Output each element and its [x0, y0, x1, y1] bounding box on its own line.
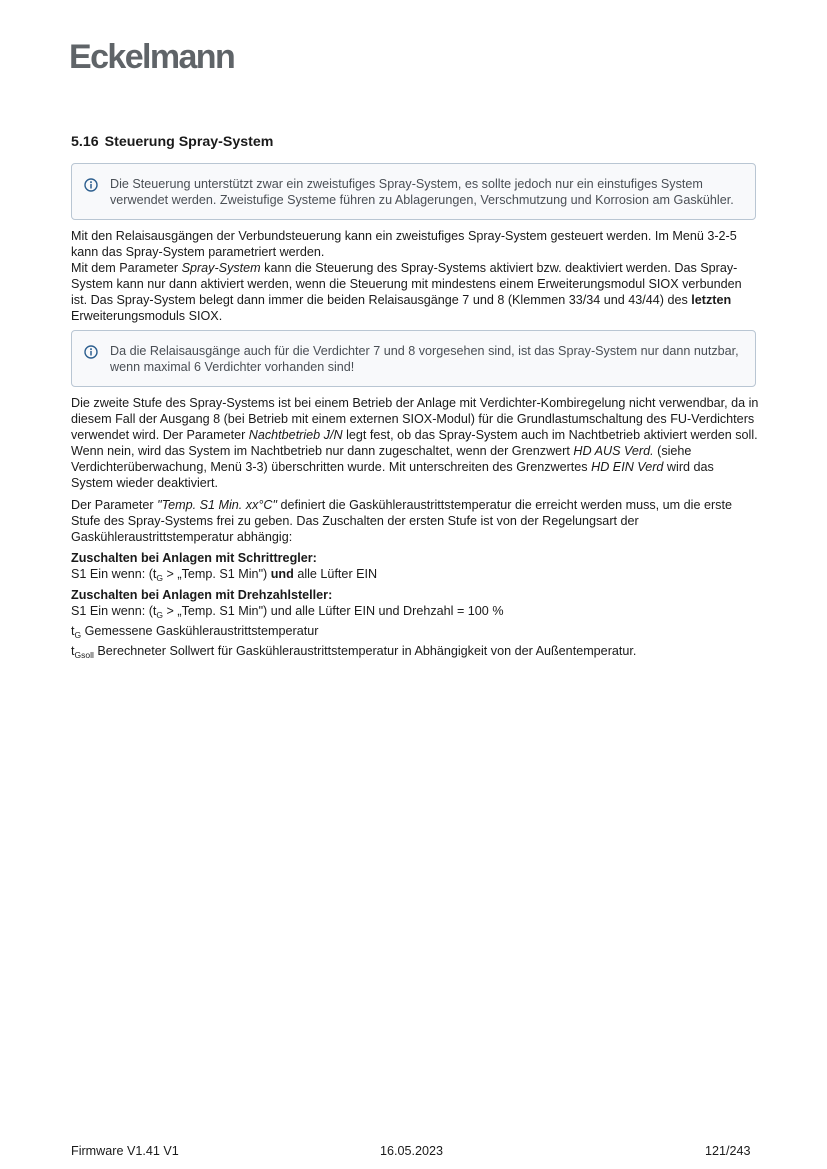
note-text: Da die Relaisausgänge auch für die Verdichter 7 und 8 vorgesehen sind, ist das Spray-System nur dann nutzbar, wenn maximal 6 Verdichter vorhanden sind!: [110, 344, 739, 374]
info-note-compressors: [71, 330, 756, 387]
param-spray-system: Spray-System: [181, 261, 261, 275]
page-content: [71, 133, 759, 659]
eckelmann-logo: Eckelmann: [69, 38, 235, 76]
section-number: 5.16: [71, 134, 99, 150]
section-heading: [71, 133, 759, 151]
block-step-controller: Zuschalten bei Anlagen mit Schrittregler: S1 Ein wenn: ($t_G$ > „Temp. S1 Min") und alle Lüfter EIN: [71, 551, 378, 583]
footer-page-number: 121/243: [705, 1144, 751, 1158]
block-heading: Zuschalten bei Anlagen mit Schrittregler:: [71, 551, 317, 565]
legend-item: $t_G$ Gemessene Gaskühleraustrittstemperatur: [71, 624, 319, 640]
info-note-single-stage: [71, 163, 756, 220]
paragraph-relay-outputs: Mit den Relaisausgängen der Verbundsteuerung kann ein zweistufiges Spray-System gesteuert werden. Im Menü 3-2-5 kann das Spray-System parametriert werden. Mit dem Parameter Spray-System kann die Steuerung des Spray-Systems aktiviert bzw. deaktiviert werden. Das Spray-System kann nur dann aktiviert werden, wenn die Steuerung mit mindestens einem Erweiterungsmodul SIOX verbunden ist. Das Spray-System belegt dann immer die beiden Relaisausgänge 7 und 8 (Klemmen 33/34 und 43/44) des letzten Erweiterungsmoduls SIOX.: [71, 229, 742, 323]
footer-firmware: Firmware V1.41 V1: [71, 1144, 179, 1158]
info-icon: [84, 345, 98, 359]
block-heading: Zuschalten bei Anlagen mit Drehzahlsteller:: [71, 588, 333, 602]
paragraph-temp-parameter: Der Parameter "Temp. S1 Min. xx°C" definiert die Gaskühleraustrittstemperatur die erreicht werden muss, um die erste Stufe des Spray-Systems frei zu geben. Das Zuschalten der ersten Stufe ist von der Regelungsart der Gaskühleraustrittstemperatur abhängig:: [71, 498, 732, 544]
paragraph-second-stage: Die zweite Stufe des Spray-Systems ist bei einem Betrieb der Anlage mit Verdichter-Kombiregelung nicht verwendbar, da in diesem Fall der Ausgang 8 (bei Betrieb mit einem externen SIOX-Modul) für die Grundlastumschaltung des FU-Verdichters verwendet wird. Der Parameter Nachtbetrieb J/N legt fest, ob das Spray-System auch im Nachtbetrieb aktiviert werden soll. Wenn nein, wird das System im Nachtbetrieb nur dann zugeschaltet, wenn der Grenzwert HD AUS Verd. (siehe Verdichterüberwachung, Menü 3-3) überschritten wurde. Mit unterschreiten des Grenzwertes HD EIN Verd wird das System wieder deaktiviert.: [71, 396, 759, 490]
footer-date: 16.05.2023: [380, 1144, 444, 1158]
note-text: Die Steuerung unterstützt zwar ein zweistufiges Spray-System, es sollte jedoch nur ein einstufiges System verwendet werden. Zweistufige Systeme führen zu Ablagerungen, Verschmutzung und Korrosion am Gaskühler.: [110, 177, 734, 207]
legend-item: $t_{Gsoll}$ Berechneter Sollwert für Gaskühleraustrittstemperatur in Abhängigkeit von der Außentemperatur.: [71, 644, 637, 660]
block-speed-controller: Zuschalten bei Anlagen mit Drehzahlsteller: S1 Ein wenn: ($t_G$ > „Temp. S1 Min") und alle Lüfter EIN und Drehzahl = 100 %: [71, 588, 504, 620]
section-title: Steuerung Spray-System: [104, 134, 274, 150]
info-icon: [84, 178, 98, 192]
